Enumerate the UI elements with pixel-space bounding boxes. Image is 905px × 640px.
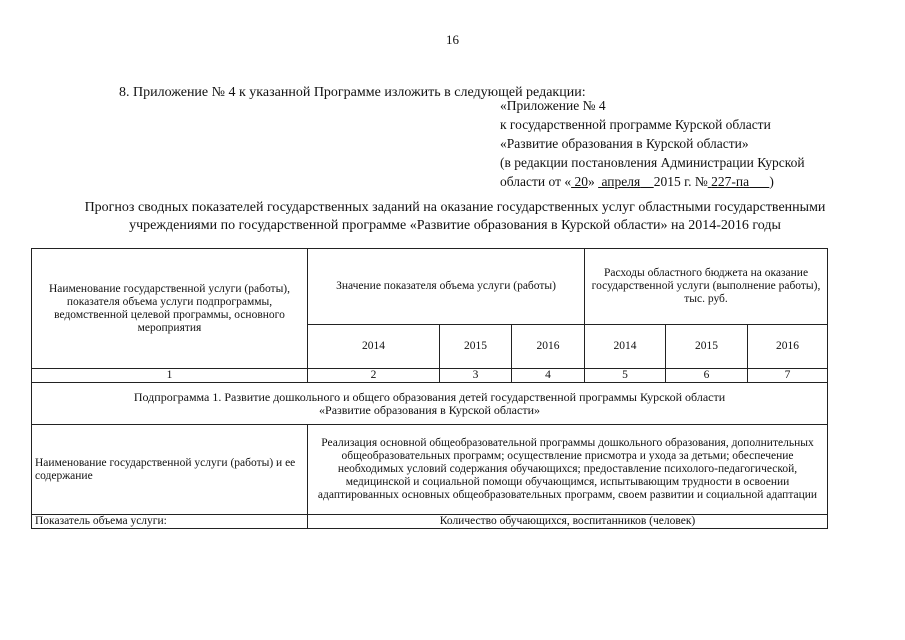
column-number: 1 [32, 369, 308, 383]
annex-line-4: (в редакции постановления Администрации Курской [500, 155, 805, 170]
year-cell: 2015 [666, 325, 748, 369]
subprogram-title-line-2: «Развитие образования в Курской области» [319, 402, 540, 417]
year-cell: 2014 [585, 325, 666, 369]
service-name-label: Наименование государственной услуги (работы) и ее содержание [32, 425, 308, 515]
column-number: 7 [748, 369, 828, 383]
column-number: 2 [308, 369, 440, 383]
intro-paragraph: 8. Приложение № 4 к указанной Программе изложить в следующей редакции: [119, 85, 586, 100]
annex-date-prefix: области от « [500, 174, 572, 189]
column-number: 6 [666, 369, 748, 383]
annex-block [500, 96, 805, 191]
header-budget-expenses: Расходы областного бюджета на оказание государственной услуги (выполнение работы), тыс. руб. [585, 249, 828, 325]
header-indicator-value: Значение показателя объема услуги (работы) [308, 249, 585, 325]
page-number: 16 [446, 32, 459, 47]
annex-close: ) [769, 174, 774, 189]
annex-line-3: «Развитие образования в Курской области» [500, 136, 749, 151]
header-service-name: Наименование государственной услуги (работы), показателя объема услуги подпрограммы, ведомственной целевой программы, основного мероприятия [32, 249, 308, 369]
column-number: 5 [585, 369, 666, 383]
annex-line-1: «Приложение № 4 [500, 98, 606, 113]
column-number: 3 [440, 369, 512, 383]
annex-month: апреля [601, 174, 641, 189]
annex-line-2: к государственной программе Курской области [500, 117, 771, 132]
annex-date-mid: » [587, 174, 599, 189]
annex-day: 20 [574, 174, 588, 189]
annex-number: 227-па [711, 174, 750, 189]
annex-year: 2015 г. № [653, 174, 708, 189]
indicator-value: Количество обучающихся, воспитанников (человек) [308, 515, 828, 529]
year-cell: 2015 [440, 325, 512, 369]
heading-line-1: Прогноз сводных показателей государственных заданий на оказание государственных услуг областными государственными [84, 200, 826, 215]
year-cell: 2014 [308, 325, 440, 369]
heading-line-2: учреждениями по государственной программе «Развитие образования в Курской области» на 2014-2016 годы [129, 218, 781, 233]
subprogram-title-line-1: Подпрограмма 1. Развитие дошкольного и общего образования детей государственной программы Курской области [133, 389, 726, 404]
column-number: 4 [512, 369, 585, 383]
annex-line-5 [500, 172, 805, 191]
indicator-label: Показатель объема услуги: [32, 515, 308, 529]
subprogram-title [32, 383, 828, 425]
document-heading [20, 199, 890, 235]
forecast-table [31, 248, 828, 529]
year-cell: 2016 [748, 325, 828, 369]
year-cell: 2016 [512, 325, 585, 369]
service-description: Реализация основной общеобразовательной программы дошкольного образования, дополнительных общеобразовательных программ; осуществление присмотра и ухода за детьми; обеспечение необходимых условий содержания обучающихся; предоставление психолого-педагогической, медицинской и социальной помощи обучающимся, испытывающим трудности в освоении адаптированных основных общеобразовательных программ, своем развитии и социальной адаптации [308, 425, 828, 515]
